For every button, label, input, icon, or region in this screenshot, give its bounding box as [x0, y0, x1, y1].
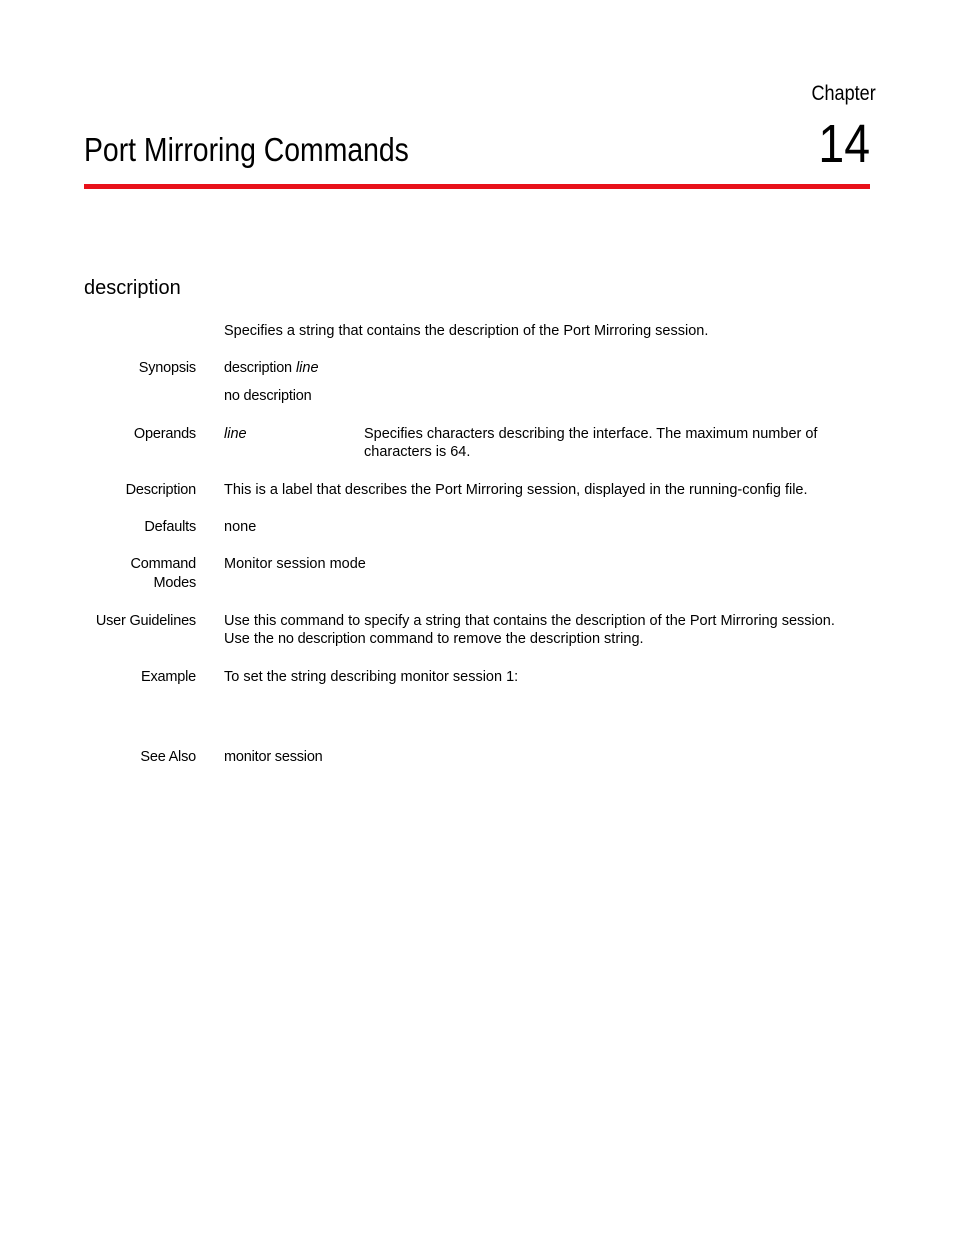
synopsis-command: description [224, 360, 292, 376]
chapter-number: 14 [818, 114, 870, 174]
page-title: Port Mirroring Commands [84, 131, 409, 168]
operand-description: Specifies characters describing the interface. The maximum number of characters is 64. [364, 426, 818, 460]
user-guidelines-line2-pre: Use the [224, 631, 274, 647]
section-title: description [84, 277, 181, 299]
chapter-label: Chapter [811, 82, 876, 105]
description-text: This is a label that describes the Port Mirroring session, displayed in the running-config file. [224, 482, 808, 498]
user-guidelines-line1: Use this command to specify a string that contains the description of the Port Mirroring session. [224, 613, 835, 629]
example-text: To set the string describing monitor session 1: [224, 669, 519, 685]
see-also-label: See Also [140, 749, 196, 765]
defaults-text: none [224, 519, 257, 535]
user-guidelines-command: no description [278, 631, 366, 647]
summary-text: Specifies a string that contains the description of the Port Mirroring session. [224, 323, 709, 339]
command-modes-label-line2: Modes [153, 575, 196, 591]
synopsis-argument: line [295, 360, 319, 376]
user-guidelines-label: User Guidelines [95, 613, 196, 629]
operands-label: Operands [133, 426, 196, 442]
see-also-link[interactable]: monitor session [224, 749, 323, 765]
user-guidelines-line2 [224, 630, 864, 648]
command-modes-text: Monitor session mode [224, 556, 366, 572]
command-modes-label-line1: Command [130, 556, 196, 572]
synopsis-value [224, 359, 864, 377]
example-label: Example [140, 669, 196, 685]
defaults-label: Defaults [144, 519, 196, 535]
command-modes-label [131, 555, 197, 593]
synopsis-no-command: no description [224, 388, 312, 404]
user-guidelines-text [224, 612, 864, 648]
synopsis-label: Synopsis [138, 360, 196, 376]
user-guidelines-line2-post: command to remove the description string. [369, 631, 644, 647]
title-rule [84, 184, 870, 189]
description-label: Description [125, 482, 196, 498]
operand-name: line [224, 426, 247, 442]
